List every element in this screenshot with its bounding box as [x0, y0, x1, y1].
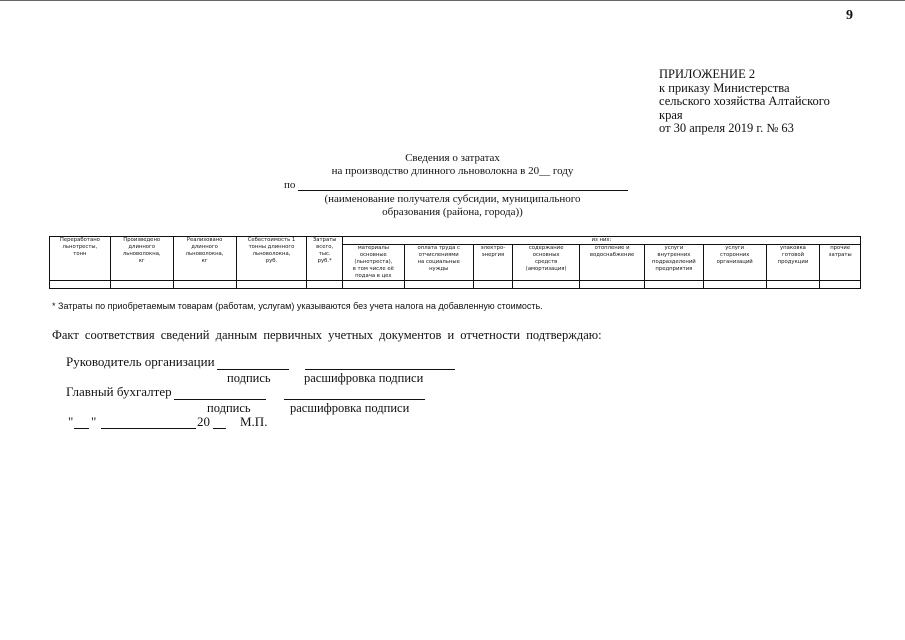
- table-cell[interactable]: [580, 281, 645, 289]
- subheader-materials: материалы основные (льнотреста), в том числе её подача в цех: [342, 245, 404, 281]
- table-cell[interactable]: [703, 281, 766, 289]
- date-quote-open: ": [68, 414, 74, 429]
- subheader-labor: оплата труда с отчислениями на социальные нужды: [404, 245, 473, 281]
- page-number: 9: [846, 8, 853, 23]
- table-cell[interactable]: [110, 281, 173, 289]
- subheader-electricity: электро- энергия: [473, 245, 513, 281]
- document-title: Сведения о затратах: [405, 152, 500, 164]
- table-cell[interactable]: [644, 281, 703, 289]
- subheader-internal-services: услуги внутренних подразделений предприятия: [644, 245, 703, 281]
- table-cell[interactable]: [404, 281, 473, 289]
- accountant-decoding-line[interactable]: [284, 399, 425, 400]
- date-year: 20: [197, 414, 210, 429]
- document-subtitle: на производство длинного льноволокна в 20__ году: [331, 165, 574, 177]
- subheader-packaging: упаковка готовой продукции: [766, 245, 820, 281]
- recipient-caption-1: (наименование получателя субсидии, муниципального: [324, 193, 581, 205]
- accountant-signature-caption: подпись: [207, 401, 251, 415]
- header-cost-per-ton: Себестоимость 1 тонны длинного льноволокна, руб.: [236, 237, 307, 281]
- header-sold-fiber: Реализовано длинного льноволокна, кг: [173, 237, 236, 281]
- stamp-label: М.П.: [240, 414, 268, 429]
- date-year-line[interactable]: [213, 428, 226, 429]
- head-label: Руководитель организации: [66, 354, 215, 369]
- subheader-depreciation: содержание основных средств (амортизация): [513, 245, 580, 281]
- accountant-signature-line[interactable]: [174, 399, 266, 400]
- header-total-costs: Затраты всего, тыс. руб.*: [307, 237, 342, 281]
- subheader-other: прочие затраты: [820, 245, 861, 281]
- table-cell[interactable]: [820, 281, 861, 289]
- table-cell[interactable]: [307, 281, 342, 289]
- head-decoding-line[interactable]: [305, 369, 455, 370]
- head-signature-caption: подпись: [227, 371, 271, 385]
- recipient-caption-2: образования (района, города)): [382, 206, 523, 218]
- confirmation-statement: Факт соответствия сведений данным первичных учетных документов и отчетности подтверждаю:: [52, 328, 602, 342]
- head-decoding-caption: расшифровка подписи: [304, 371, 424, 385]
- date-month-line[interactable]: [101, 428, 196, 429]
- header-produced-fiber: Произведено длинного льноволокна, кг: [110, 237, 173, 281]
- subheader-heating-water: отопление и водоснабжение: [580, 245, 645, 281]
- po-label: по: [284, 179, 296, 191]
- subheader-external-services: услуги сторонних организаций: [703, 245, 766, 281]
- table-cell[interactable]: [513, 281, 580, 289]
- table-cell[interactable]: [473, 281, 513, 289]
- appendix-line: к приказу Министерства: [659, 80, 790, 95]
- page-top-border: [0, 0, 905, 1]
- table-cell[interactable]: [766, 281, 820, 289]
- appendix-block: [659, 68, 830, 136]
- date-quote-close: ": [91, 414, 97, 429]
- head-signature-line[interactable]: [217, 369, 289, 370]
- date-day-line[interactable]: [74, 428, 89, 429]
- appendix-line: сельского хозяйства Алтайского: [659, 94, 830, 108]
- appendix-line: ПРИЛОЖЕНИЕ 2: [659, 67, 756, 81]
- appendix-line: от 30 апреля 2019 г. № 63: [659, 121, 794, 135]
- appendix-line: края: [659, 107, 683, 122]
- accountant-decoding-caption: расшифровка подписи: [290, 401, 410, 415]
- header-of-which: из них:: [342, 237, 860, 245]
- costs-table: [49, 236, 861, 289]
- accountant-label: Главный бухгалтер: [66, 384, 172, 399]
- table-cell[interactable]: [236, 281, 307, 289]
- recipient-fill-line: [298, 190, 628, 191]
- table-row: [50, 281, 861, 289]
- table-cell[interactable]: [173, 281, 236, 289]
- table-cell[interactable]: [342, 281, 404, 289]
- table-cell[interactable]: [50, 281, 111, 289]
- footnote: * Затраты по приобретаемым товарам (работам, услугам) указываются без учета налога на добавленную стоимость.: [52, 301, 543, 311]
- header-processed-flax: Переработано льнотресты, тонн: [50, 237, 111, 281]
